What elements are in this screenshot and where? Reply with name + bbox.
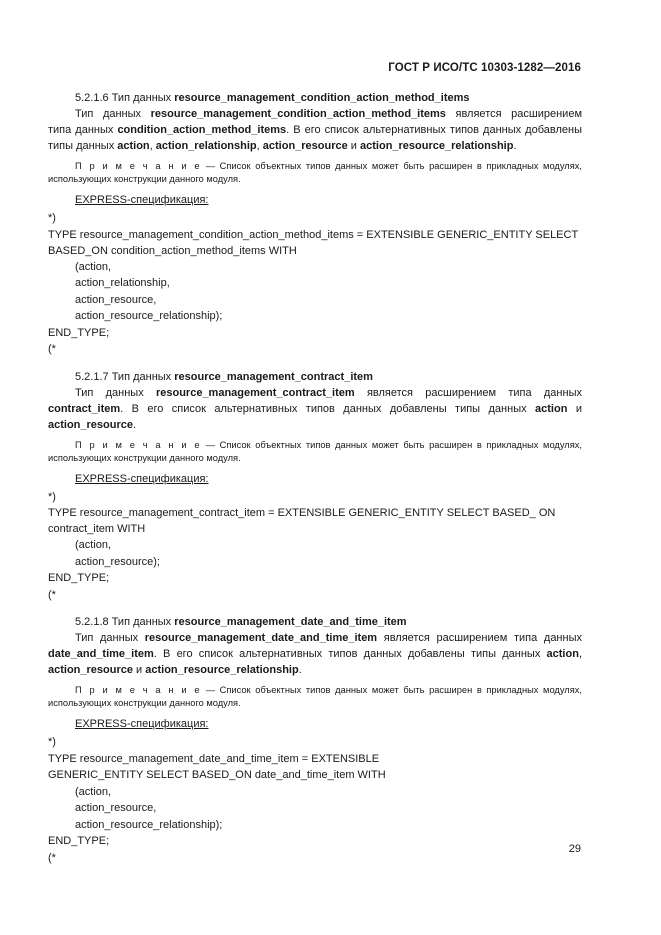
type-name: contract_item [48, 402, 121, 415]
text-run: . [298, 664, 302, 676]
code-item: (action, [75, 785, 112, 798]
code-item: action_resource_relationship); [75, 310, 223, 322]
type-name: action_resource [48, 664, 133, 676]
code-close: (* [48, 588, 56, 601]
code-end: END_TYPE; [48, 326, 110, 339]
code-item: action_resource_relationship); [75, 818, 223, 831]
code-item: action_relationship, [75, 277, 170, 289]
code-type-declaration: TYPE resource_management_contract_item = EXTENSIBLE GENERIC_ENTITY SELECT BASED_ ON contract_item WITH [48, 507, 556, 535]
express-code [48, 489, 582, 604]
text-run: . [513, 140, 517, 152]
section-5-2-1-8 [48, 614, 582, 866]
page-content [48, 90, 582, 877]
text-run: Тип данных [75, 108, 151, 120]
text-run: и [567, 402, 582, 415]
description-paragraph [48, 106, 582, 154]
note-text: — Список объектных типов данных может быть расширен в прикладных модулях, использующих конструкции данного модуля. [48, 439, 582, 463]
note-label: П р и м е ч а н и е [75, 161, 202, 171]
code-close: (* [48, 851, 56, 864]
type-name: date_and_time_item [48, 648, 154, 660]
text-run: , [256, 140, 263, 152]
text-run: Тип данных [75, 386, 156, 399]
text-run: . В его список альтернативных типов данных добавлены типы данных [120, 402, 536, 415]
text-run: является расширением типа данных [377, 632, 582, 644]
note-label: П р и м е ч а н и е [75, 685, 202, 695]
code-item: action_resource, [75, 293, 157, 306]
text-run: , [149, 140, 156, 152]
code-item: (action, [75, 260, 112, 273]
note [48, 684, 582, 710]
type-name: action_resource [48, 418, 133, 431]
description-paragraph [48, 630, 582, 678]
type-name: action [117, 140, 150, 152]
code-type-declaration-cont: GENERIC_ENTITY SELECT BASED_ON date_and_time_item WITH [48, 769, 386, 781]
code-type-declaration: TYPE resource_management_condition_action_method_items = EXTENSIBLE GENERIC_ENTITY SELECT BASED_ON condition_action_method_items WITH [48, 228, 578, 257]
heading-prefix: 5.2.1.8 Тип данных [75, 616, 175, 628]
heading-type-name: resource_management_condition_action_method_items [174, 92, 470, 104]
heading-prefix: 5.2.1.7 Тип данных [75, 370, 175, 383]
code-open: *) [48, 736, 56, 748]
type-name: resource_management_condition_action_method_items [150, 108, 446, 120]
express-code [48, 734, 582, 866]
text-run: , [578, 648, 582, 660]
express-spec-label: EXPRESS-спецификация: [75, 472, 209, 485]
type-name: resource_management_contract_item [155, 386, 355, 399]
code-end: END_TYPE; [48, 835, 110, 847]
standard-designation: ГОСТ Р ИСО/ТС 10303-1282—2016 [388, 62, 581, 74]
note [48, 160, 582, 186]
type-name: action [546, 648, 579, 660]
code-item: action_resource); [75, 555, 160, 568]
type-name: action [535, 402, 568, 415]
code-item: (action, [75, 539, 112, 551]
heading-type-name: resource_management_date_and_time_item [174, 616, 407, 628]
code-type-declaration: TYPE resource_management_date_and_time_item = EXTENSIBLE [48, 752, 380, 765]
type-name: action_resource [262, 140, 348, 152]
heading-prefix: 5.2.1.6 Тип данных [75, 92, 175, 104]
express-code [48, 210, 582, 358]
code-open: *) [48, 490, 56, 503]
code-item: action_resource, [75, 802, 157, 814]
text-run: Тип данных [75, 632, 145, 644]
text-run: является расширением типа данных [48, 108, 583, 136]
code-end: END_TYPE; [48, 572, 110, 584]
text-run: и [132, 664, 146, 676]
type-name: resource_management_date_and_time_item [144, 632, 378, 644]
section-5-2-1-7 [48, 369, 582, 604]
type-name: condition_action_method_items [117, 124, 287, 136]
text-run: и [347, 140, 361, 152]
note [48, 439, 582, 465]
type-name: action_resource_relationship [360, 140, 514, 152]
note-label: П р и м е ч а н и е [75, 439, 202, 450]
text-run: . В его список альтернативных типов данных добавлены типы данных [48, 124, 582, 152]
express-spec-label: EXPRESS-спецификация: [75, 194, 209, 206]
section-heading [48, 90, 582, 106]
description-paragraph [48, 385, 582, 433]
express-spec-label: EXPRESS-спецификация: [75, 718, 209, 730]
text-run: . [132, 418, 137, 431]
note-text: — Список объектных типов данных может быть расширен в прикладных модулях, использующих конструкции данного модуля. [48, 685, 582, 708]
code-close: (* [48, 343, 56, 355]
type-name: action_resource_relationship [145, 664, 299, 676]
code-open: *) [48, 212, 56, 224]
heading-type-name: resource_management_contract_item [174, 370, 373, 383]
section-heading [48, 614, 582, 630]
text-run: . В его список альтернативных типов данных добавлены типы данных [153, 648, 547, 660]
note-text: — Список объектных типов данных может быть расширен в прикладных модулях, использующих конструкции данного модуля. [48, 161, 582, 184]
section-5-2-1-6 [48, 90, 582, 358]
page-number: 29 [568, 843, 581, 855]
text-run: является расширением типа данных [354, 386, 582, 399]
type-name: action_relationship [155, 140, 257, 152]
section-heading [48, 369, 582, 385]
